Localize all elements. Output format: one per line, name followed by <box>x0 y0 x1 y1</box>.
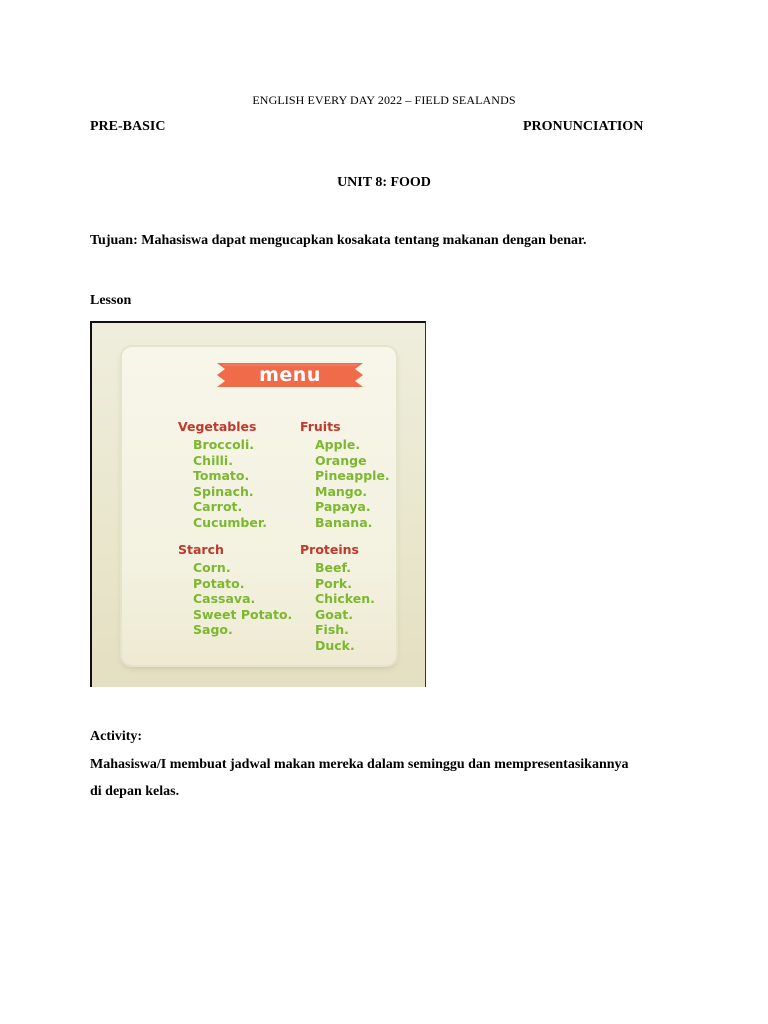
menu-item: Sweet Potato. <box>193 606 293 622</box>
activity-text-line: di depan kelas. <box>90 784 180 799</box>
activity-heading: Activity: <box>90 729 143 744</box>
fruits-list <box>315 437 390 531</box>
food-menu-image <box>90 321 426 687</box>
menu-item: Mango. <box>315 483 368 499</box>
proteins-list <box>315 560 375 654</box>
unit-title: UNIT 8: FOOD <box>337 175 431 190</box>
menu-item: Potato. <box>193 575 245 591</box>
category-starch: Starch <box>178 542 224 557</box>
menu-item: Chicken. <box>315 591 375 607</box>
category-proteins: Proteins <box>300 542 359 557</box>
menu-item: Cassava. <box>193 591 256 607</box>
menu-item: Corn. <box>193 560 231 575</box>
menu-item: Beef. <box>315 560 351 575</box>
menu-item: Cucumber. <box>193 514 267 530</box>
skill-label: PRONUNCIATION <box>523 119 644 134</box>
menu-item: Broccoli. <box>193 437 255 452</box>
menu-banner <box>217 361 363 389</box>
category-fruits: Fruits <box>300 419 341 434</box>
menu-item: Banana. <box>315 514 373 530</box>
menu-item: Pineapple. <box>315 468 390 484</box>
lesson-heading: Lesson <box>90 293 132 308</box>
menu-item: Apple. <box>315 437 361 452</box>
objective-text: Tujuan: Mahasiswa dapat mengucapkan kosakata tentang makanan dengan benar. <box>90 233 587 248</box>
activity-text-line: Mahasiswa/I membuat jadwal makan mereka dalam seminggu dan mempresentasikannya <box>90 757 629 772</box>
starch-list <box>193 560 292 638</box>
menu-item: Duck. <box>315 637 355 653</box>
category-vegetables: Vegetables <box>178 419 257 434</box>
menu-card <box>122 347 396 665</box>
level-label: PRE-BASIC <box>90 119 166 134</box>
menu-item: Chilli. <box>193 452 233 468</box>
menu-item: Sago. <box>193 622 233 638</box>
menu-banner-title: menu <box>259 364 321 386</box>
menu-item: Goat. <box>315 606 354 622</box>
menu-item: Orange <box>315 452 367 468</box>
menu-item: Pork. <box>315 575 352 591</box>
menu-item: Tomato. <box>193 468 250 484</box>
menu-item: Carrot. <box>193 499 243 515</box>
menu-item: Fish. <box>315 622 349 638</box>
menu-item: Spinach. <box>193 483 254 499</box>
vegetables-list <box>193 437 267 531</box>
menu-item: Papaya. <box>315 499 371 515</box>
course-header: ENGLISH EVERY DAY 2022 – FIELD SEALANDS <box>252 93 516 107</box>
